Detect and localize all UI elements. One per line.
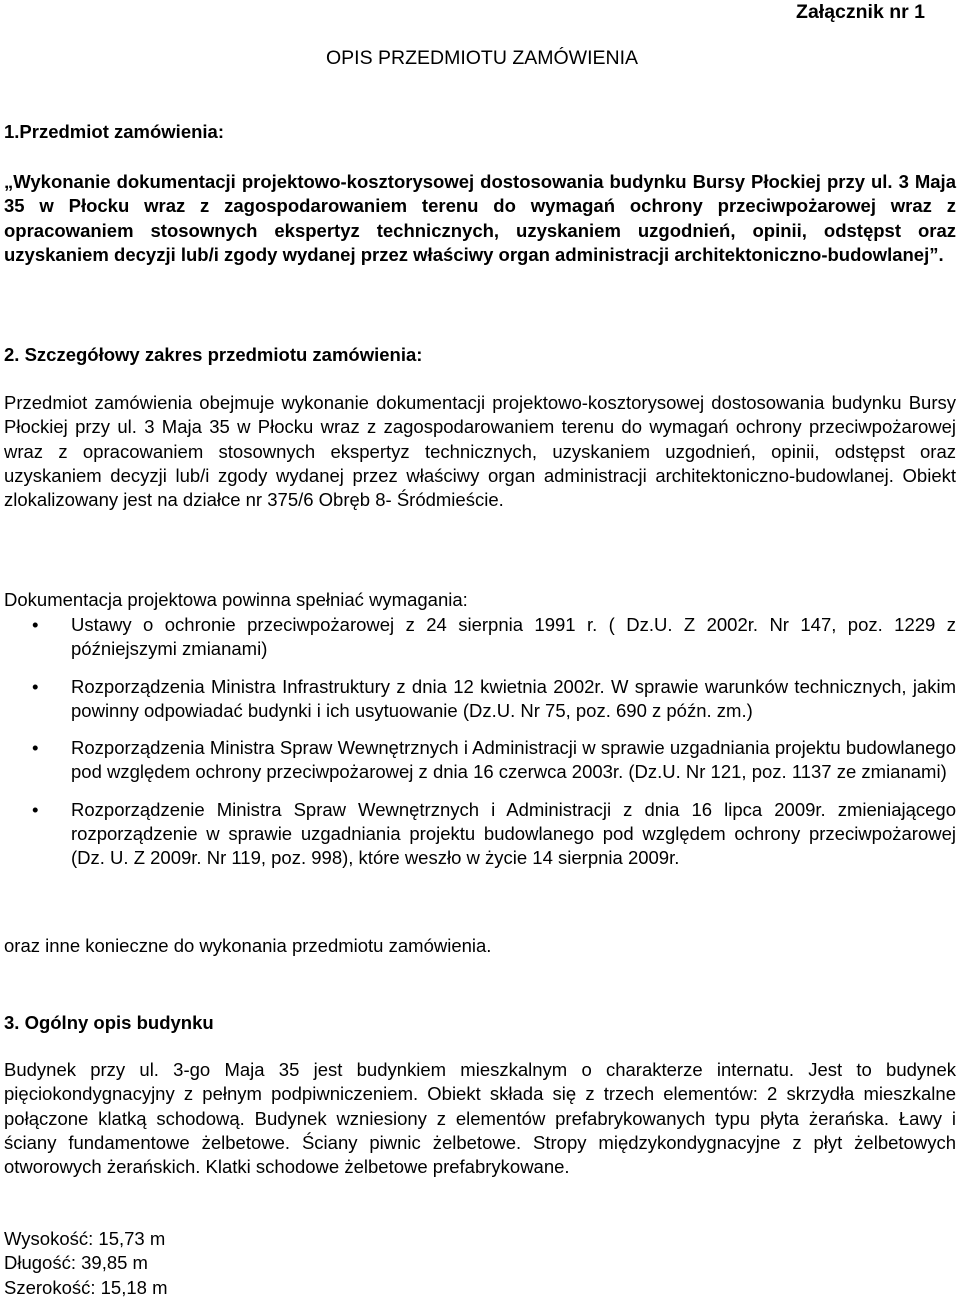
bullet-icon: • — [32, 798, 39, 820]
dimension-length: Długość: 39,85 m — [4, 1252, 148, 1274]
section-1-text: „Wykonanie dokumentacji projektowo-kosztorysowej dostosowania budynku Bursy Płockiej przy ul. 3 Maja 35 w Płocku wraz z zagospodarowaniem terenu do wymagań ochrony przeciwpożarowej wraz z opracowaniem stosownych ekspertyz technicznych, uzyskaniem uzgodnień, opinii, odstępst oraz uzyskaniem decyzji lub/i zgody wydanej przez właściwy organ administracji architektoniczno-budowlanej”. — [4, 171, 956, 265]
dimension-height: Wysokość: 15,73 m — [4, 1228, 166, 1249]
document-title: OPIS PRZEDMIOTU ZAMÓWIENIA — [325, 47, 638, 69]
bullet-icon: • — [32, 614, 39, 635]
requirements-outro: oraz inne konieczne do wykonania przedmiotu zamówienia. — [4, 935, 492, 956]
section-1-heading: 1.Przedmiot zamówienia: — [4, 121, 224, 142]
requirement-item — [4, 736, 956, 785]
requirement-text: Ustawy o ochronie przeciwpożarowej z 24 sierpnia 1991 r. ( Dz.U. Z 2002r. Nr 147, poz. 1229 z późniejszymi zmianami) — [71, 614, 956, 660]
requirement-text: Rozporządzenia Ministra Infrastruktury z dnia 12 kwietnia 2002r. W sprawie warunków technicznych, jakim powinny odpowiadać budynki i ich usytuowanie (Dz.U. Nr 75, poz. 690 z późn. zm.) — [71, 675, 956, 721]
requirement-item — [4, 798, 956, 871]
section-2-text: Przedmiot zamówienia obejmuje wykonanie dokumentacji projektowo-kosztorysowej dostosowania budynku Bursy Płockiej przy ul. 3 Maja 35 w Płocku wraz z zagospodarowaniem terenu do wymagań ochrony przeciwpożarowej wraz z opracowaniem stosownych ekspertyz technicznych, uzyskaniem uzgodnień, opinii, odstępst oraz uzyskaniem decyzji lub/i zgody wydanej przez właściwy organ administracji architektoniczno-budowlanej. Obiekt zlokalizowany jest na działce nr 375/6 Obręb 8- Śródmieście. — [4, 392, 956, 511]
section-2-heading: 2. Szczegółowy zakres przedmiotu zamówienia: — [4, 344, 423, 365]
requirement-item — [4, 613, 956, 662]
section-3-text: Budynek przy ul. 3-go Maja 35 jest budynkiem mieszkalnym o charakterze internatu. Jest to budynek pięciokondygnacyjny z pełnym podpiwniczeniem. Obiekt składa się z trzech elementów: 2 skrzydła mieszkalne połączone klatką schodową. Budynek wzniesiony z elementów prefabrykowanych typu płyta żerańska. Ławy i ściany fundamentowe żelbetowe. Ściany piwnic żelbetowe. Stropy międzykondygnacyjne z płyt żelbetowych otworowych żerańskich. Klatki schodowe żelbetowe prefabrykowane. — [4, 1059, 956, 1178]
requirements-intro: Dokumentacja projektowa powinna spełniać wymagania: — [4, 589, 468, 610]
dimension-width: Szerokość: 15,18 m — [4, 1276, 168, 1298]
attachment-label: Załącznik nr 1 — [796, 1, 925, 23]
building-dimensions — [4, 1227, 168, 1300]
requirement-text: Rozporządzenia Ministra Spraw Wewnętrznych i Administracji w sprawie uzgadniania projektu budowlanego pod względem ochrony przeciwpożarowej z dnia 16 czerwca 2003r. (Dz.U. Nr 121, poz. 1137 ze zmianami) — [71, 737, 956, 783]
requirements-list — [4, 613, 956, 884]
bullet-icon: • — [32, 737, 39, 759]
section-3-heading: 3. Ogólny opis budynku — [4, 1012, 214, 1033]
requirement-text: Rozporządzenie Ministra Spraw Wewnętrznych i Administracji z dnia 16 lipca 2009r. zmieniającego rozporządzenie w sprawie uzgadniania projektu budowlanego pod względem ochrony przeciwpożarowej (Dz. U. Z 2009r. Nr 119, poz. 998), które weszło w życie 14 sierpnia 2009r. — [71, 798, 956, 869]
bullet-icon: • — [32, 675, 39, 697]
requirement-item — [4, 675, 956, 724]
